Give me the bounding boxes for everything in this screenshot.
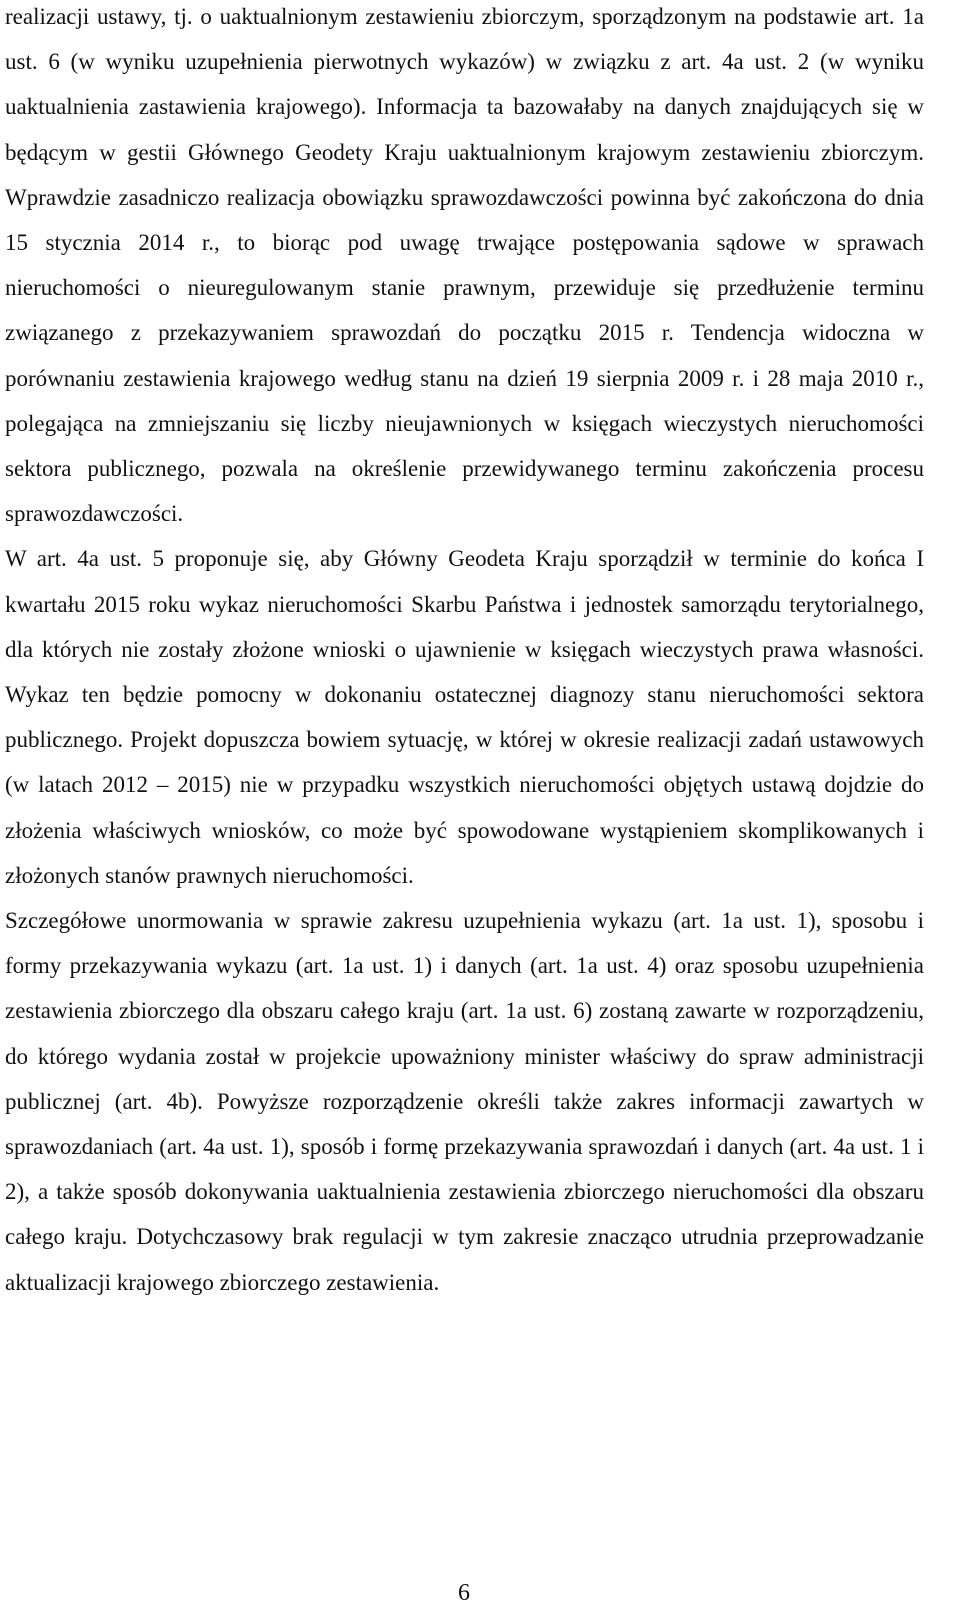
paragraph-art-4a-ust-5: W art. 4a ust. 5 proponuje się, aby Główny Geodeta Kraju sporządził w terminie do końca I kwartału 2015 roku wykaz nieruchomości Skarbu Państwa i jednostek samorządu terytorialnego, dla których nie zostały złożone wnioski o ujawnienie w księgach wieczystych prawa własności. Wykaz ten będzie pomocny w dokonaniu ostatecznej diagnozy stanu nieruchomości sektora publicznego. Projekt dopuszcza bowiem sytuację, w której w okresie realizacji zadań ustawowych (w latach 2012 – 2015) nie w przypadku wszystkich nieruchomości objętych ustawą dojdzie do złożenia właściwych wniosków, co może być spowodowane wystąpieniem skomplikowanych i złożonych stanów prawnych nieruchomości.: [5, 546, 924, 888]
document-body: [5, 0, 924, 1305]
page-number: 6: [458, 1580, 470, 1606]
paragraph-reporting-deadline: realizacji ustawy, tj. o uaktualnionym zestawieniu zbiorczym, sporządzonym na podstawie art. 1a ust. 6 (w wyniku uzupełnienia pierwotnych wykazów) w związku z art. 4a ust. 2 (w wyniku uaktualnienia zastawienia krajowego). Informacja ta bazowałaby na danych znajdujących się w będącym w gestii Głównego Geodety Kraju uaktualnionym krajowym zestawieniu zbiorczym. Wprawdzie zasadniczo realizacja obowiązku sprawozdawczości powinna być zakończona do dnia 15 stycznia 2014 r., to biorąc pod uwagę trwające postępowania sądowe w sprawach nieruchomości o nieuregulowanym stanie prawnym, przewiduje się przedłużenie terminu związanego z przekazywaniem sprawozdań do początku 2015 r. Tendencja widoczna w porównaniu zestawienia krajowego według stanu na dzień 19 sierpnia 2009 r. i 28 maja 2010 r., polegająca na zmniejszaniu się liczby nieujawnionych w księgach wieczystych nieruchomości sektora publicznego, pozwala na określenie przewidywanego terminu zakończenia procesu sprawozdawczości.: [5, 4, 924, 527]
paragraph-detailed-regulations: Szczegółowe unormowania w sprawie zakresu uzupełnienia wykazu (art. 1a ust. 1), sposobu i formy przekazywania wykazu (art. 1a ust. 1) i danych (art. 1a ust. 4) oraz sposobu uzupełnienia zestawienia zbiorczego dla obszaru całego kraju (art. 1a ust. 6) zostaną zawarte w rozporządzeniu, do którego wydania został w projekcie upoważniony minister właściwy do spraw administracji publicznej (art. 4b). Powyższe rozporządzenie określi także zakres informacji zawartych w sprawozdaniach (art. 4a ust. 1), sposób i formę przekazywania sprawozdań i danych (art. 4a ust. 1 i 2), a także sposób dokonywania uaktualnienia zestawienia zbiorczego nieruchomości dla obszaru całego kraju. Dotychczasowy brak regulacji w tym zakresie znacząco utrudnia przeprowadzanie aktualizacji krajowego zbiorczego zestawienia.: [5, 908, 924, 1295]
